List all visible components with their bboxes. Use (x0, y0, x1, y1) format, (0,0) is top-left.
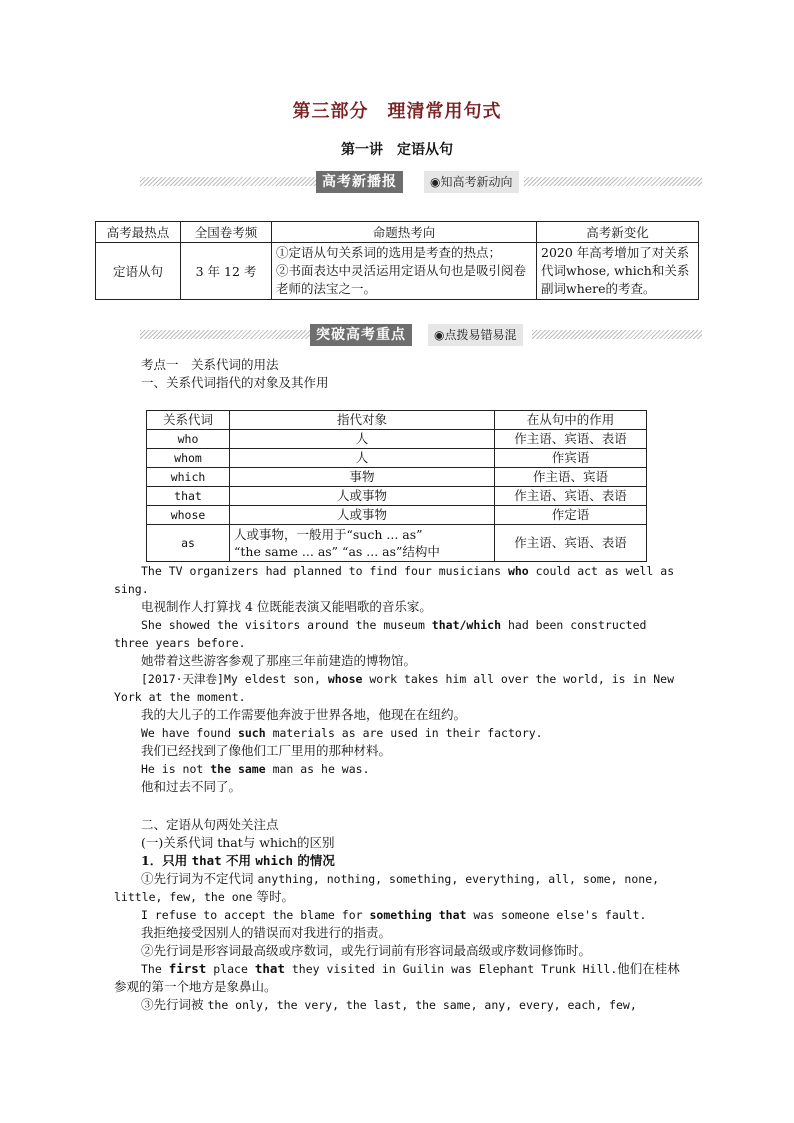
rule-text: ①先行词为不定代词 anything, nothing, something, everything, all, some, none, little, few, the one 等时。 (114, 871, 660, 904)
example-translation: 我们已经找到了像他们工厂里用的那种材料。 (141, 743, 392, 758)
table-row: whom 人 作宾语 (147, 449, 647, 468)
banner-caption: ◉点拨易错易混 (428, 324, 523, 346)
relative-pronoun-table (146, 410, 647, 562)
table-cell: ①定语从句关系词的选用是考查的热点； ②书面表达中灵活运用定语从句也是吸引阅卷老师的法宝之一。 (272, 243, 537, 300)
rule-text: ②先行词是形容词最高级或序数词，或先行词前有形容词最高级或序数词修饰时。 (141, 943, 592, 958)
bullet-icon: ◉ (430, 175, 441, 189)
example-sentence: She showed the visitors around the museum that/which had been constructed three years before. (114, 618, 647, 650)
table-row: who 人 作主语、宾语、表语 (147, 430, 647, 449)
example-sentence: The first place that they visited in Guilin was Elephant Trunk Hill.他们在桂林参观的第一个地方是象鼻山。 (114, 961, 680, 994)
banner-hatch-right (524, 177, 702, 186)
example-translation: 她带着这些游客参观了那座三年前建造的博物馆。 (141, 653, 417, 668)
table-row: that 人或事物 作主语、宾语、表语 (147, 487, 647, 506)
example-sentence: The TV organizers had planned to find four musicians who could act as well as sing. (114, 564, 675, 596)
example-translation: 他和过去不同了。 (141, 779, 242, 794)
section-heading: 一、关系代词指代的对象及其作用 (141, 375, 329, 390)
banner-hatch-right (532, 330, 702, 339)
table-cell: 3 年 12 考 (181, 243, 272, 300)
table-cell: 2020 年高考增加了对关系代词whose, which和关系副词where的考查。 (537, 243, 699, 300)
banner-hatch-left (140, 177, 316, 186)
example-translation: 我的大儿子的工作需要他奔波于世界各地，他现在在纽约。 (141, 707, 467, 722)
example-sentence: We have found such materials as are used in their factory. (141, 726, 543, 740)
table-header: 全国卷考频 (181, 222, 272, 243)
table-row: whose 人或事物 作定语 (147, 506, 647, 525)
example-sentence: [2017·天津卷]My eldest son, whose work takes him all over the world, is in New York at the moment. (114, 672, 675, 704)
subsection-heading: (一)关系代词 that与 which的区别 (141, 835, 335, 850)
lesson-subtitle: 第一讲 定语从句 (341, 142, 453, 158)
section-banner-key-points (140, 324, 702, 346)
exam-trend-table (95, 221, 699, 300)
section-heading: 二、定语从句两处关注点 (141, 817, 279, 832)
example-sentence: I refuse to accept the blame for something that was someone else's fault. (141, 908, 647, 922)
banner-tag: 高考新播报 (316, 171, 403, 193)
table-row: as 人或事物，一般用于“such ... as” “the same ... as” “as ... as”结构中 作主语、宾语、表语 (147, 525, 647, 562)
rule-text: ③先行词被 the only, the very, the last, the same, any, every, each, few, (141, 997, 637, 1012)
point-heading: 1．只用 that 不用 which 的情况 (141, 853, 335, 868)
table-header: 在从句中的作用 (495, 411, 647, 430)
table-row: which 事物 作主语、宾语 (147, 468, 647, 487)
kaodian-heading: 考点一 关系代词的用法 (141, 357, 279, 372)
example-translation: 我拒绝接受因别人的错误而对我进行的指责。 (141, 925, 392, 940)
section-banner-exam-news (140, 171, 702, 193)
example-translation: 电视制作人打算找 4 位既能表演又能唱歌的音乐家。 (141, 599, 432, 614)
table-header: 命题热考向 (272, 222, 537, 243)
banner-caption: ◉知高考新动向 (424, 171, 519, 193)
section2-block (114, 816, 684, 1014)
table-header: 高考最热点 (96, 222, 181, 243)
table-header: 关系代词 (147, 411, 230, 430)
banner-hatch-left (140, 330, 310, 339)
example-sentence: He is not the same man as he was. (141, 762, 370, 776)
examples-block (114, 562, 684, 796)
table-header: 指代对象 (230, 411, 495, 430)
table-cell: 定语从句 (96, 243, 181, 300)
page-title: 第三部分 理清常用句式 (292, 101, 502, 122)
bullet-icon: ◉ (434, 328, 445, 342)
banner-tag: 突破高考重点 (310, 324, 412, 346)
table-header: 高考新变化 (537, 222, 699, 243)
section1-block (114, 356, 684, 392)
